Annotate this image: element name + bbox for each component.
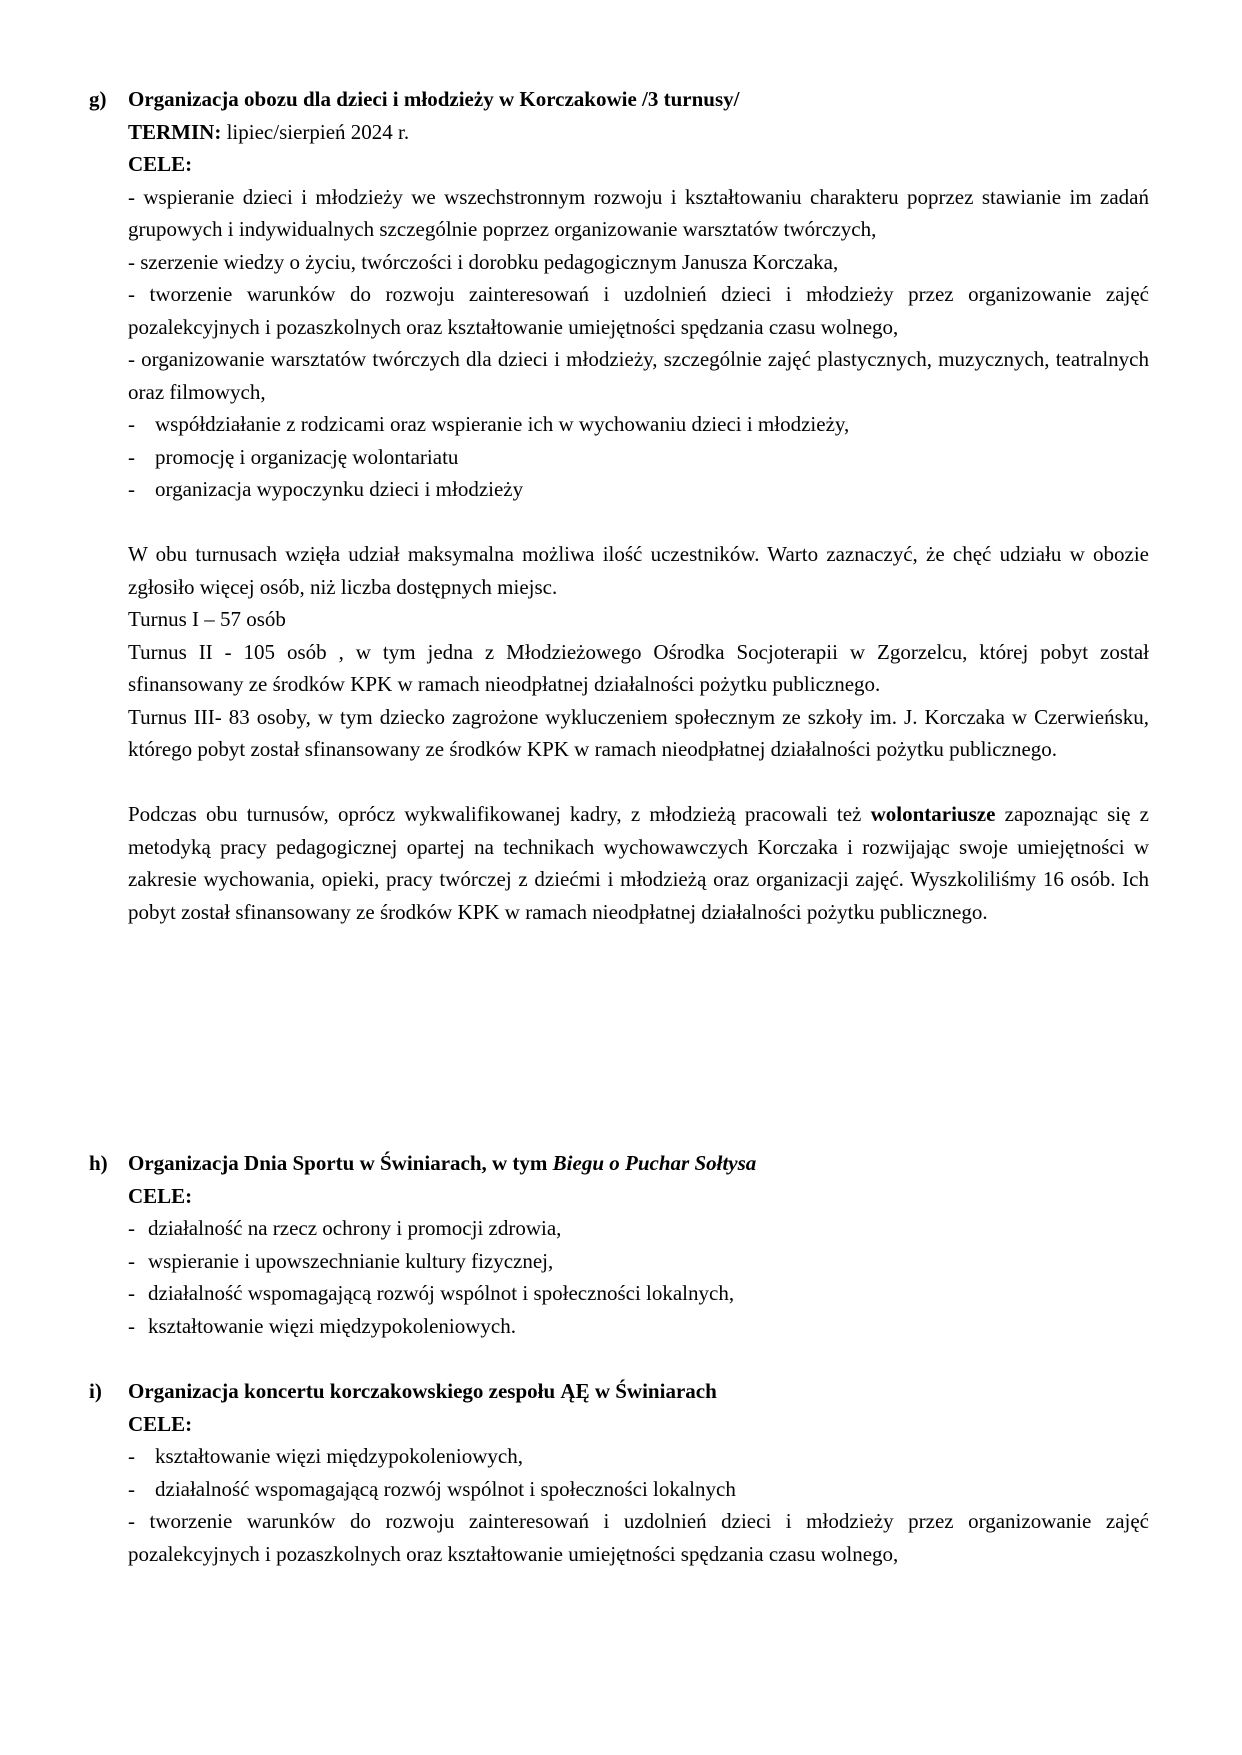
- list-item: - działalność wspomagającą rozwój wspólnot i społeczności lokalnych,: [128, 1277, 1149, 1310]
- goals-list: [128, 408, 1149, 506]
- list-item: - kształtowanie więzi międzypokoleniowych.: [128, 1310, 1149, 1343]
- participation-paragraph: W obu turnusach wzięła udział maksymalna możliwa ilość uczestników. Warto zaznaczyć, że chęć udziału w obozie zgłosiło więcej osób, niż liczba dostępnych miejsc.: [128, 542, 1149, 599]
- goal-item: - szerzenie wiedzy o życiu, twórczości i dorobku pedagogicznym Janusza Korczaka,: [128, 249, 839, 274]
- list-item: - promocję i organizację wolontariatu: [128, 441, 1149, 474]
- cele-label: CELE:: [128, 1183, 193, 1208]
- list-item: - działalność na rzecz ochrony i promocji zdrowia,: [128, 1212, 1149, 1245]
- turnus-3: Turnus III- 83 osoby, w tym dziecko zagrożone wykluczeniem społecznym ze szkoły im. J. Korczaka w Czerwieńsku, którego pobyt został sfinansowany ze środków KPK w ramach nieodpłatnej działalności pożytku publicznego.: [128, 704, 1149, 761]
- section-g: [89, 83, 1149, 928]
- section-letter: i): [89, 1379, 102, 1403]
- cele-label: CELE:: [128, 1411, 193, 1436]
- list-item: - działalność wspomagającą rozwój wspólnot i społeczności lokalnych: [128, 1473, 1149, 1506]
- section-title: Organizacja koncertu korczakowskiego zespołu ĄĘ w Świniarach: [128, 1379, 717, 1403]
- section-h: [89, 1147, 1149, 1342]
- turnus-2: Turnus II - 105 osób , w tym jedna z Młodzieżowego Ośrodka Socjoterapii w Zgorzelcu, której pobyt został sfinansowany ze środków KPK w ramach nieodpłatnej działalności pożytku publicznego.: [128, 639, 1149, 696]
- goal-item: - organizowanie warsztatów twórczych dla dzieci i młodzieży, szczególnie zajęć plastycznych, muzycznych, teatralnych oraz filmowych,: [128, 347, 1149, 404]
- section-title: Organizacja Dnia Sportu w Świniarach, w tym Biegu o Puchar Sołtysa: [128, 1151, 757, 1175]
- goal-item: - tworzenie warunków do rozwoju zainteresowań i uzdolnień dzieci i młodzieży przez organizowanie zajęć pozalekcyjnych i pozaszkolnych oraz kształtowanie umiejętności spędzania czasu wolnego,: [128, 282, 1149, 339]
- section-letter: h): [89, 1151, 108, 1175]
- goals-list: [128, 1212, 1149, 1342]
- cele-label: CELE:: [128, 152, 193, 176]
- list-item: - kształtowanie więzi międzypokoleniowych,: [128, 1440, 1149, 1473]
- section-title: Organizacja obozu dla dzieci i młodzieży w Korczakowie /3 turnusy/: [128, 87, 740, 111]
- list-item: - współdziałanie z rodzicami oraz wspieranie ich w wychowaniu dzieci i młodzieży,: [128, 408, 1149, 441]
- termin-value: lipiec/sierpień 2024 r.: [221, 119, 410, 144]
- termin-label: TERMIN:: [128, 119, 222, 144]
- goal-item: - wspieranie dzieci i młodzieży we wszechstronnym rozwoju i kształtowaniu charakteru poprzez stawianie im zadań grupowych i indywidualnych szczególnie poprzez organizowanie warsztatów twórczych,: [128, 184, 1149, 241]
- termin-line: [128, 116, 1149, 149]
- section-letter: g): [89, 87, 107, 111]
- section-i: [89, 1375, 1149, 1570]
- list-item: - wspieranie i upowszechnianie kultury fizycznej,: [128, 1245, 1149, 1278]
- volunteers-bold: wolontariusze: [870, 802, 996, 826]
- section-title-italic: Biegu o Puchar Sołtysa: [552, 1151, 757, 1175]
- list-item: - organizacja wypoczynku dzieci i młodzieży: [128, 473, 1149, 506]
- turnus-1: Turnus I – 57 osób: [128, 607, 286, 631]
- goals-list: [128, 1440, 1149, 1505]
- volunteers-paragraph: Podczas obu turnusów, oprócz wykwalifikowanej kadry, z młodzieżą pracowali też wolontariusze zapoznając się z metodyką pracy pedagogicznej opartej na technikach wychowawczych Korczaka i rozwijając swoje umiejętności w zakresie wychowania, opieki, pracy twórczej z dziećmi i młodzieżą oraz organizacji zajęć. Wyszkoliliśmy 16 osób. Ich pobyt został sfinansowany ze środków KPK w ramach nieodpłatnej działalności pożytku publicznego.: [128, 802, 1149, 924]
- goal-item: - tworzenie warunków do rozwoju zainteresowań i uzdolnień dzieci i młodzieży przez organizowanie zajęć pozalekcyjnych i pozaszkolnych oraz kształtowanie umiejętności spędzania czasu wolnego,: [128, 1509, 1149, 1566]
